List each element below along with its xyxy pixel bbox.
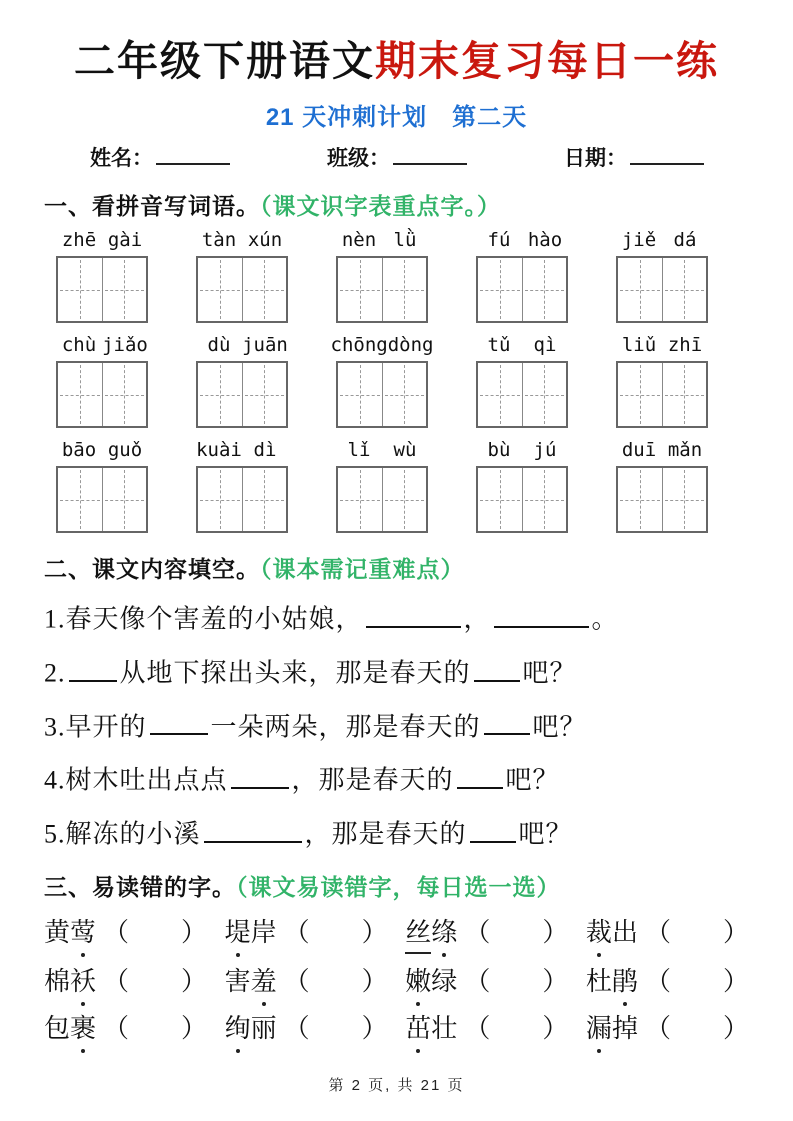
writing-grid-cell <box>338 468 382 531</box>
word-text <box>586 963 638 1001</box>
pinyin-label <box>196 439 288 466</box>
fill-item-blank-line <box>204 816 302 843</box>
writing-grid-cell <box>102 258 147 321</box>
word-char-emphasized: 莺 <box>70 914 96 952</box>
writing-grid-box <box>336 361 428 428</box>
section2-heading <box>44 551 749 584</box>
word-item <box>586 1010 749 1048</box>
writing-grid-cell <box>102 363 147 426</box>
writing-grid-cell <box>58 363 102 426</box>
pinyin-syllable: dì <box>253 439 277 462</box>
word-char-emphasized: 堤 <box>225 914 251 952</box>
pinyin-word-group <box>56 439 148 533</box>
pinyin-row <box>56 229 708 323</box>
header-field-label: 姓名： <box>90 147 153 171</box>
fill-item <box>44 601 749 638</box>
word-item <box>225 914 388 954</box>
word-text <box>225 1010 277 1048</box>
page-title <box>44 36 749 87</box>
section3-note: （课文易读错字，每日选一选） <box>236 873 561 900</box>
word-char: 杜 <box>585 966 612 996</box>
pinyin-syllable: bù <box>487 439 511 462</box>
fill-item-blank-line <box>366 601 461 628</box>
writing-grid-cell <box>382 363 427 426</box>
section1-note: （课文识字表重点字。） <box>260 193 501 220</box>
pinyin-syllable: chōng <box>330 334 388 357</box>
pinyin-syllable: jú <box>533 439 557 462</box>
writing-grid-cell <box>198 468 242 531</box>
fill-item <box>44 762 749 799</box>
pinyin-syllable: gài <box>107 229 143 252</box>
section2-title: 二、课文内容填空。 <box>44 556 260 583</box>
answer-parentheses: （ ） <box>644 966 749 996</box>
pinyin-word-group <box>196 334 288 428</box>
writing-grid-cell <box>662 363 707 426</box>
pinyin-syllable: xún <box>247 229 283 252</box>
pinyin-syllable: hào <box>527 229 563 252</box>
pinyin-syllable: zhī <box>667 334 703 357</box>
fill-item-blank-line <box>484 709 530 736</box>
pinyin-syllable: bāo <box>61 439 97 462</box>
fill-item-text: 吧？ <box>522 658 577 688</box>
pinyin-word-group <box>196 439 288 533</box>
fill-item-text: 2. <box>44 658 66 688</box>
writing-grid-box <box>616 361 708 428</box>
section3-title: 三、易读错的字。 <box>44 873 236 900</box>
pinyin-syllable: lǐ <box>347 439 371 462</box>
pinyin-syllable: tàn <box>201 229 237 252</box>
fill-item <box>44 816 749 853</box>
word-item <box>44 1010 207 1048</box>
word-row <box>44 1010 749 1048</box>
writing-grid-box <box>196 361 288 428</box>
writing-grid-cell <box>382 258 427 321</box>
writing-grid-cell <box>522 468 567 531</box>
fill-item <box>44 655 749 692</box>
word-char: 壮 <box>431 1013 458 1043</box>
page-title-black: 二年级下册语文 <box>74 38 375 84</box>
word-char-emphasized: 裁 <box>586 914 612 952</box>
answer-parentheses: （ ） <box>283 917 388 947</box>
word-text <box>225 914 277 952</box>
writing-grid-cell <box>478 258 522 321</box>
answer-parentheses: （ ） <box>283 1013 388 1043</box>
word-char: 岸 <box>250 917 277 947</box>
answer-parentheses: （ ） <box>464 917 569 947</box>
section1-title: 一、看拼音写词语。 <box>44 193 260 220</box>
writing-grid-cell <box>58 468 102 531</box>
word-text <box>44 1010 96 1048</box>
pinyin-row <box>56 334 708 428</box>
pinyin-label <box>56 229 148 256</box>
word-char-emphasized: 漏 <box>586 1010 612 1048</box>
word-char-emphasized: 茁 <box>405 1010 431 1048</box>
word-item <box>225 1010 388 1048</box>
fill-item-text: ， <box>463 604 491 634</box>
word-char: 黄 <box>44 917 71 947</box>
word-text <box>586 1010 638 1048</box>
word-char-emphasized: 绚 <box>225 1010 251 1048</box>
word-char-emphasized: 袄 <box>70 963 96 1001</box>
section3-heading <box>44 869 749 902</box>
answer-parentheses: （ ） <box>644 917 749 947</box>
pinyin-label <box>56 439 148 466</box>
writing-grid-cell <box>382 468 427 531</box>
pinyin-label <box>196 334 288 361</box>
pinyin-word-group <box>196 229 288 323</box>
misread-words-area <box>44 914 749 1048</box>
fill-in-items <box>44 601 749 852</box>
writing-grid-cell <box>198 258 242 321</box>
writing-grid-box <box>336 466 428 533</box>
pinyin-word-group <box>336 439 428 533</box>
word-char-emphasized: 嫩 <box>405 963 431 1001</box>
word-char-emphasized: 裹 <box>70 1010 96 1048</box>
header-field-label: 日期： <box>564 147 627 171</box>
fill-item-text: 5.解冻的小溪 <box>44 819 201 849</box>
writing-grid-cell <box>662 468 707 531</box>
writing-grid-cell <box>478 363 522 426</box>
fill-item-text: 吧？ <box>518 819 573 849</box>
pinyin-word-group <box>330 334 434 428</box>
fill-item-blank-line <box>494 601 589 628</box>
page-subtitle: 21 天冲刺计划 第二天 <box>265 104 528 132</box>
pinyin-label <box>616 334 708 361</box>
header-field <box>90 142 233 172</box>
word-item <box>44 914 207 954</box>
answer-parentheses: （ ） <box>464 1013 569 1043</box>
writing-grid-cell <box>242 258 287 321</box>
pinyin-syllable: kuài <box>196 439 242 462</box>
writing-grid-box <box>616 466 708 533</box>
word-char-emphasized: 鹃 <box>612 963 638 1001</box>
pinyin-syllable: lǜ <box>393 229 417 252</box>
fill-item-text: 吧？ <box>505 766 560 795</box>
writing-grid-cell <box>618 468 662 531</box>
pinyin-syllable: jiě <box>621 229 657 252</box>
pinyin-word-group <box>56 334 148 428</box>
page-number: 第 2 页, 共 21 页 <box>328 1077 465 1094</box>
writing-grid-cell <box>478 468 522 531</box>
pinyin-word-group <box>476 439 568 533</box>
word-char: 丽 <box>250 1013 277 1043</box>
word-text <box>405 1010 457 1048</box>
header-field <box>327 142 470 172</box>
fill-item-text: 3.早开的 <box>44 712 147 742</box>
word-char: 包 <box>44 1013 71 1043</box>
pinyin-syllable: juān <box>242 334 288 357</box>
answer-parentheses: （ ） <box>464 966 569 996</box>
word-char: 绿 <box>431 966 458 996</box>
fill-item-blank-line <box>457 762 503 789</box>
page-title-red: 期末复习每日一练 <box>375 38 719 84</box>
fill-item-text: ，那是春天的 <box>304 819 467 849</box>
pinyin-syllable: liǔ <box>621 334 657 357</box>
pinyin-word-group <box>476 229 568 323</box>
writing-grid-cell <box>618 363 662 426</box>
pinyin-label <box>616 229 708 256</box>
writing-grid-box <box>616 256 708 323</box>
writing-grid-cell <box>522 258 567 321</box>
pinyin-label <box>616 439 708 466</box>
fill-item-text: 4.树木吐出点点 <box>44 766 228 795</box>
pinyin-syllable: zhē <box>61 229 97 252</box>
writing-grid-cell <box>102 468 147 531</box>
writing-grid-cell <box>662 258 707 321</box>
word-char-emphasized: 丝 <box>405 914 431 954</box>
answer-parentheses: （ ） <box>103 1013 208 1043</box>
word-item <box>405 1010 568 1048</box>
word-item <box>44 963 207 1001</box>
writing-grid-box <box>476 466 568 533</box>
writing-grid-box <box>476 256 568 323</box>
pinyin-word-group <box>616 439 708 533</box>
word-char-emphasized: 羞 <box>251 963 277 1001</box>
fill-item-text: 吧？ <box>532 712 587 742</box>
writing-grid-box <box>56 256 148 323</box>
pinyin-row <box>56 439 708 533</box>
pinyin-syllable: guǒ <box>107 439 143 462</box>
pinyin-syllable: qì <box>533 334 557 357</box>
word-text <box>405 963 457 1001</box>
writing-grid-cell <box>198 363 242 426</box>
pinyin-syllable: dù <box>207 334 231 357</box>
word-char: 棉 <box>44 966 71 996</box>
pinyin-label <box>476 229 568 256</box>
answer-parentheses: （ ） <box>283 966 388 996</box>
pinyin-word-group <box>476 334 568 428</box>
pinyin-word-group <box>616 334 708 428</box>
writing-grid-cell <box>338 363 382 426</box>
fill-item-blank-line <box>470 816 516 843</box>
pinyin-label <box>330 334 434 361</box>
pinyin-label <box>196 229 288 256</box>
fill-item-text: 从地下探出头来，那是春天的 <box>119 658 471 688</box>
writing-grid-box <box>196 466 288 533</box>
word-item <box>586 914 749 954</box>
word-char: 害 <box>224 966 251 996</box>
fill-item <box>44 709 749 746</box>
pinyin-label <box>476 439 568 466</box>
word-item <box>405 914 568 954</box>
pinyin-word-group <box>56 229 148 323</box>
writing-grid-cell <box>522 363 567 426</box>
word-text <box>405 914 457 954</box>
pinyin-word-group <box>336 229 428 323</box>
pinyin-syllable: mǎn <box>667 439 703 462</box>
word-item <box>405 963 568 1001</box>
word-row <box>44 963 749 1001</box>
fill-item-blank-line <box>231 762 289 789</box>
writing-grid-box <box>476 361 568 428</box>
writing-grid-cell <box>242 363 287 426</box>
fill-item-text: 一朵两朵，那是春天的 <box>210 712 481 742</box>
word-row <box>44 914 749 954</box>
header-field-blank-line <box>393 143 467 165</box>
pinyin-syllable: fú <box>487 229 511 252</box>
header-field <box>564 142 707 172</box>
pinyin-syllable: dòng <box>387 334 434 357</box>
pinyin-syllable: wù <box>393 439 417 462</box>
word-char: 掉 <box>611 1013 638 1043</box>
section1-heading <box>44 188 749 221</box>
answer-parentheses: （ ） <box>103 966 208 996</box>
pinyin-label <box>336 439 428 466</box>
writing-grid-box <box>56 361 148 428</box>
pinyin-syllable: dá <box>673 229 697 252</box>
pinyin-grid-area <box>56 229 708 533</box>
header-field-blank-line <box>156 143 230 165</box>
writing-grid-cell <box>242 468 287 531</box>
writing-grid-cell <box>338 258 382 321</box>
pinyin-word-group <box>616 229 708 323</box>
word-char-emphasized: 绦 <box>431 914 457 952</box>
pinyin-syllable: nèn <box>341 229 377 252</box>
pinyin-syllable: chù <box>61 334 97 357</box>
pinyin-syllable: jiǎo <box>102 334 148 357</box>
word-item <box>586 963 749 1001</box>
word-char: 出 <box>611 917 638 947</box>
pinyin-syllable: duī <box>621 439 657 462</box>
fill-item-text: ，那是春天的 <box>291 766 454 795</box>
word-text <box>225 963 277 1001</box>
writing-grid-cell <box>58 258 102 321</box>
fill-item-text: 1.春天像个害羞的小姑娘， <box>44 604 363 634</box>
writing-grid-box <box>196 256 288 323</box>
pinyin-syllable: tǔ <box>487 334 511 357</box>
pinyin-label <box>336 229 428 256</box>
writing-grid-cell <box>618 258 662 321</box>
fill-item-blank-line <box>150 709 208 736</box>
writing-grid-box <box>56 466 148 533</box>
header-fields <box>44 142 749 172</box>
word-text <box>44 914 96 952</box>
word-item <box>225 963 388 1001</box>
section2-note: （课本需记重难点） <box>260 556 465 583</box>
pinyin-label <box>56 334 148 361</box>
header-field-label: 班级： <box>327 147 390 171</box>
header-field-blank-line <box>630 143 704 165</box>
answer-parentheses: （ ） <box>644 1013 749 1043</box>
writing-grid-box <box>336 256 428 323</box>
word-text <box>44 963 96 1001</box>
answer-parentheses: （ ） <box>103 917 208 947</box>
word-text <box>586 914 638 952</box>
fill-item-blank-line <box>69 655 117 682</box>
pinyin-label <box>476 334 568 361</box>
fill-item-text: 。 <box>591 604 619 634</box>
fill-item-blank-line <box>474 655 520 682</box>
